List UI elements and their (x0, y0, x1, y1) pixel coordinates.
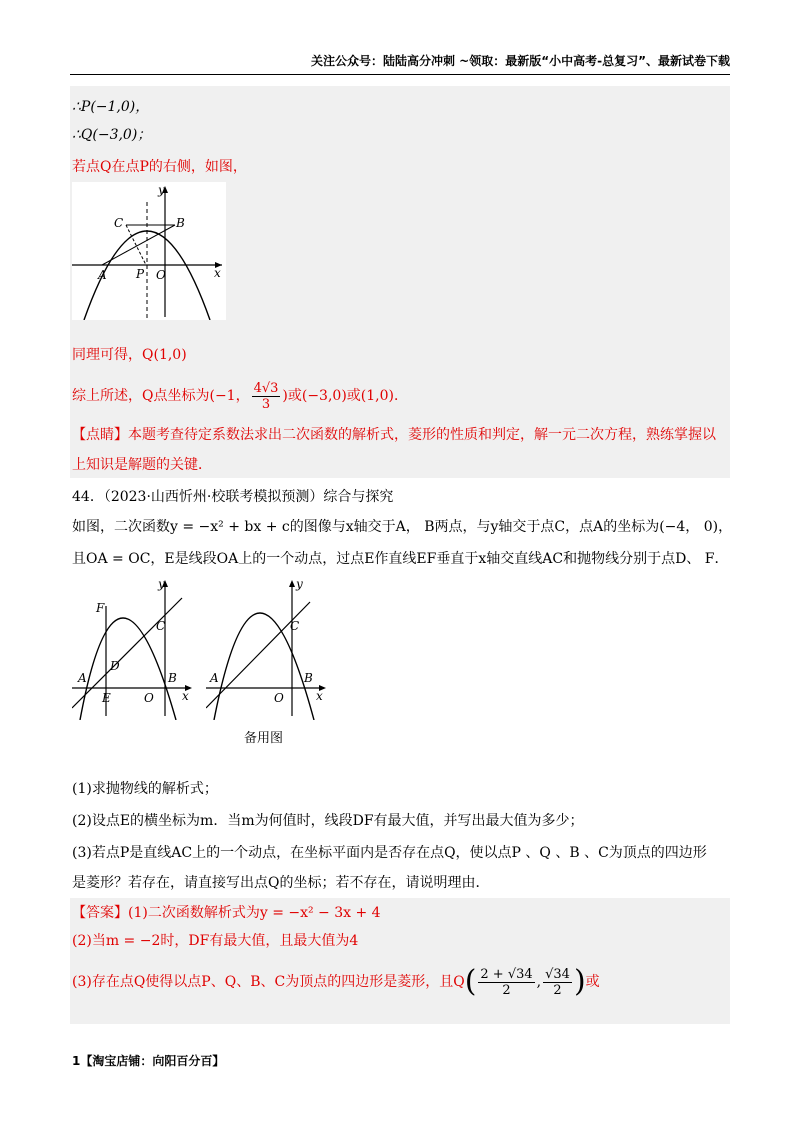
fig2-label-B: B (168, 671, 177, 685)
note-line-2: 上知识是解题的关键． (72, 457, 212, 473)
question-3b: 是菱形？若存在，请直接写出点Q的坐标；若不存在，请说明理由． (72, 875, 490, 891)
problem-stem-1: 如图，二次函数y = −x² + bx + c的图像与x轴交于A， B两点，与y轴交于点C，点A的坐标为(−4， 0)， (72, 519, 733, 535)
fig2-label-F: F (96, 601, 105, 615)
fig1-label-A: A (98, 268, 107, 282)
fig1-label-O: O (156, 268, 166, 282)
fig2-label-x: x (182, 689, 189, 703)
fig3-label-B: B (304, 671, 313, 685)
answer-3-prefix: (3)存在点Q使得以点P、Q、B、C为顶点的四边形是菱形，且Q (72, 974, 465, 990)
answer-line-2: (2)当m = −2时，DF有最大值，且最大值为4 (72, 933, 359, 949)
frac-numerator: 4√3 (253, 380, 279, 396)
fraction-2-plus-sqrt34-over-2 (478, 967, 534, 998)
frac-denominator: 3 (261, 396, 271, 412)
fig2-label-D: D (110, 659, 120, 673)
frac1-numerator: 2 + √34 (480, 966, 533, 982)
figure-1 (72, 182, 226, 320)
figure-caption: 备用图 (244, 731, 284, 746)
note-text-1: 本题考查待定系数法求出二次函数的解析式，菱形的性质和判定，解一元二次方程，熟练掌握以 (128, 427, 716, 443)
solution-line-1: ∴P(−1,0)， (72, 99, 150, 115)
figure-2 (72, 576, 196, 720)
frac1-denominator: 2 (502, 982, 511, 998)
solution-line-3: 若点Q在点P的右侧，如图， (72, 159, 247, 175)
fig2-label-y: y (158, 577, 165, 591)
page-footer: 1【淘宝店铺：向阳百分百】 (72, 1054, 225, 1068)
line5-prefix: 综上所述，Q点坐标为(−1， (72, 388, 250, 404)
fig3-label-y: y (296, 577, 303, 591)
fig1-label-x: x (214, 266, 221, 280)
fig1-label-P: P (136, 267, 145, 281)
note-line-1 (72, 424, 716, 446)
fig2-label-O: O (144, 691, 154, 705)
page-header (70, 52, 730, 75)
header-text: 关注公众号：陆陆高分冲刺 ~领取：最新版“小中高考-总复习”、最新试卷下载 (311, 54, 730, 68)
fraction-4sqrt3-over-3 (252, 381, 281, 412)
problem-source: （2023·山西忻州·校联考模拟预测）综合与探究 (103, 489, 394, 505)
figure-3 (206, 576, 330, 720)
fig2-label-A: A (78, 671, 87, 685)
fig1-label-y: y (158, 183, 165, 197)
note-tag: 【点睛】 (72, 427, 128, 443)
fig2-label-C: C (156, 619, 166, 633)
question-1: (1)求抛物线的解析式； (72, 781, 218, 797)
solution-line-2: ∴Q(−3,0)； (72, 127, 152, 143)
solution-line-4: 同理可得，Q(1,0) (72, 347, 187, 363)
answer-tag: 【答案】 (72, 905, 128, 921)
fig3-label-x: x (316, 689, 323, 703)
line5-suffix: )或(−3,0)或(1,0)． (282, 388, 408, 404)
frac2-numerator: √34 (545, 966, 570, 982)
answer-line-1 (72, 902, 381, 924)
problem-number: 44． (72, 489, 104, 505)
question-2: (2)设点E的横坐标为m．当m为何值时，线段DF有最大值，并写出最大值为多少； (72, 813, 584, 829)
question-3a: (3)若点P是直线AC上的一个动点，在坐标平面内是否存在点Q，使以点P 、Q 、B 、C为顶点的四边形 (72, 845, 707, 861)
solution-line-5 (72, 376, 408, 416)
frac2-denominator: 2 (553, 982, 562, 998)
problem-stem-2: 且OA = OC，E是线段OA上的一个动点，过点E作直线EF垂直于x轴交直线AC和抛物线分别于点D、 F． (72, 551, 729, 567)
fig3-label-O: O (274, 691, 284, 705)
fig1-label-B: B (176, 216, 185, 230)
answer-line-3: (3)存在点Q使得以点P、Q、B、C为顶点的四边形是菱形，且Q( $\frac{2 + √34}{2}$ , $\frac{√34}{2}$ )或 (72, 964, 600, 999)
fig3-label-A: A (210, 671, 219, 685)
answer-3-suffix: 或 (585, 974, 600, 990)
fraction-sqrt34-over-2 (543, 967, 572, 998)
fig3-label-C: C (290, 619, 300, 633)
problem-title (72, 486, 393, 508)
fig2-label-E: E (102, 691, 111, 705)
fig1-label-C: C (114, 216, 124, 230)
answer-1: (1)二次函数解析式为y = −x² − 3x + 4 (128, 905, 381, 921)
